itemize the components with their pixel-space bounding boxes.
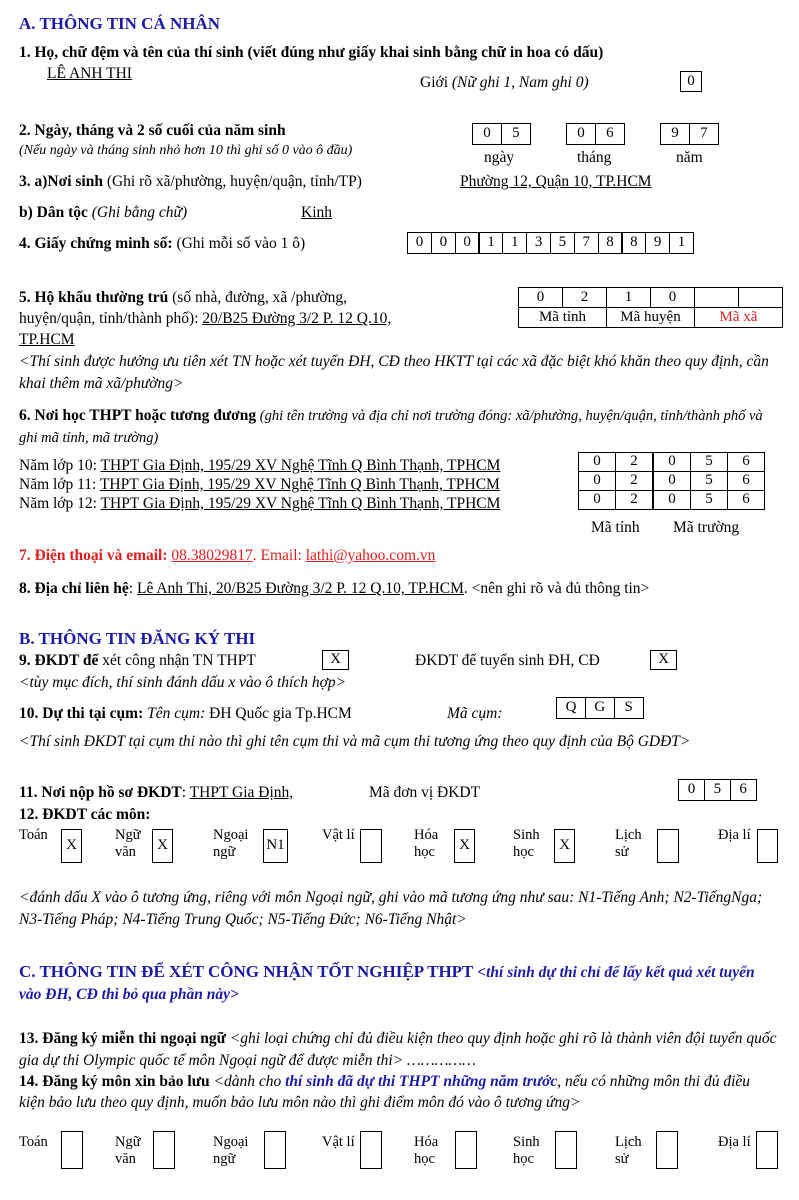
application-place-value[interactable]: THPT Gia Định, <box>189 784 294 801</box>
graduation-checkbox[interactable]: X <box>322 650 349 670</box>
reserve-box-foreign-language[interactable] <box>264 1131 286 1169</box>
id-digit[interactable]: 7 <box>574 232 599 254</box>
school-code-label: Mã trường <box>673 519 740 536</box>
school-code-cell[interactable]: 0 <box>579 453 616 472</box>
q11-code-label: Mã đơn vị ĐKDT <box>369 784 481 801</box>
ward-code-digit[interactable] <box>695 288 739 308</box>
q6-heading: 6. Nơi học THPT hoặc tương đương (ghi tên trường và địa chỉ nơi trường đóng: xã/phường, huyện/quận, tỉnh/thành phố và ghi mã tỉnh, mã trường) <box>19 407 763 446</box>
q9-row: 9. ĐKDT để xét công nhận TN THPT <box>19 652 256 669</box>
reserve-label-chemistry: Hóa học <box>414 1134 439 1167</box>
phone-value[interactable]: 08.38029817 <box>171 547 253 564</box>
subject-label-foreign-language: Ngoại ngữ <box>213 827 249 860</box>
q2-hint: (Nếu ngày và tháng sinh nhỏ hơn 10 thì ghi số 0 vào ô đầu) <box>19 143 353 158</box>
school-10-value[interactable]: THPT Gia Định, 195/29 XV Nghệ Tĩnh Q Bình Thạnh, TPHCM <box>100 457 501 474</box>
subject-label-physics: Vật lí <box>322 827 355 843</box>
ethnicity-value[interactable]: Kinh <box>301 204 332 221</box>
school-code-cell[interactable]: 0 <box>579 491 616 510</box>
subject-label-literature: Ngữ văn <box>115 827 141 860</box>
unit-code-boxes[interactable] <box>678 779 757 801</box>
reserve-label-history: Lịch sử <box>615 1134 642 1167</box>
q6-row-12: Năm lớp 12: THPT Gia Định, 195/29 XV Nghệ Tĩnh Q Bình Thạnh, TPHCM <box>19 495 501 512</box>
ward-code-label: Mã xã <box>695 308 783 328</box>
school-code-cell[interactable]: 0 <box>653 472 691 491</box>
id-digit[interactable]: 5 <box>550 232 575 254</box>
q14-row: 14. Đăng ký môn xin bảo lưu <dành cho thí sinh đã dự thi THPT những năm trước, nếu có những môn thi đủ điều kiện bảo lưu theo quy định, muốn bảo lưu môn nào thì ghi điểm môn đó vào ô tương ứng> <box>19 1073 751 1111</box>
reserve-label-geography: Địa lí <box>718 1134 751 1150</box>
residence-code-table <box>518 287 783 328</box>
id-digit[interactable]: 0 <box>407 232 432 254</box>
subject-box-math[interactable]: X <box>61 829 82 863</box>
id-digit[interactable]: 3 <box>526 232 551 254</box>
id-digit[interactable]: 0 <box>455 232 480 254</box>
dob-day-boxes[interactable] <box>472 123 531 145</box>
reserve-box-chemistry[interactable] <box>455 1131 477 1169</box>
district-code-digit[interactable]: 0 <box>651 288 695 308</box>
reserve-label-physics: Vật lí <box>322 1134 355 1150</box>
reserve-box-biology[interactable] <box>555 1131 577 1169</box>
admission-checkbox[interactable]: X <box>650 650 677 670</box>
reserve-label-literature: Ngữ văn <box>115 1134 141 1167</box>
unit-code-cell[interactable]: 6 <box>730 779 757 801</box>
residence-value[interactable]: 20/B25 Đường 3/2 P. 12 Q.10, <box>202 310 392 327</box>
q3a-row: 3. a)Nơi sinh (Ghi rõ xã/phường, huyện/quận, tỉnh/TP) <box>19 173 362 190</box>
school-code-cell[interactable]: 5 <box>691 472 728 491</box>
school-11-value[interactable]: THPT Gia Định, 195/29 XV Nghệ Tĩnh Q Bình Thạnh, TPHCM <box>99 476 500 493</box>
dob-month-digit[interactable]: 0 <box>566 123 596 145</box>
subject-box-literature[interactable]: X <box>152 829 173 863</box>
id-digit[interactable]: 1 <box>478 232 503 254</box>
subject-label-geography: Địa lí <box>718 827 751 843</box>
residence-value-cont[interactable]: TP.HCM <box>19 331 75 348</box>
q13-row: 13. Đăng ký miễn thi ngoại ngữ <ghi loại chứng chỉ đủ điều kiện theo quy định hoặc ghi rõ là thành viên đội tuyển quốc gia dự thi Olympic quốc tế môn Ngoại ngữ để được miễn thi> …………… <box>19 1030 777 1069</box>
id-digit[interactable]: 1 <box>669 232 694 254</box>
unit-code-cell[interactable]: 0 <box>678 779 705 801</box>
reserve-box-history[interactable] <box>656 1131 678 1169</box>
section-b-heading: B. THÔNG TIN ĐĂNG KÝ THI <box>19 629 256 648</box>
q10-row: 10. Dự thi tại cụm: Tên cụm: ĐH Quốc gia Tp.HCM <box>19 705 352 722</box>
subject-label-biology: Sinh học <box>513 827 540 860</box>
dob-year-digit[interactable]: 9 <box>660 123 690 145</box>
ward-code-digit[interactable] <box>739 288 783 308</box>
q12-label: 12. ĐKDT các môn: <box>19 806 151 823</box>
school-province-code-label: Mã tỉnh <box>591 519 640 536</box>
school-code-cell[interactable]: 0 <box>579 472 616 491</box>
cluster-code-cell[interactable]: G <box>585 697 615 719</box>
dob-month-label: tháng <box>577 149 612 166</box>
q11-row: 11. Nơi nộp hồ sơ ĐKDT: THPT Gia Định, <box>19 784 294 801</box>
id-digit[interactable]: 9 <box>645 232 670 254</box>
school-code-cell[interactable]: 6 <box>728 472 765 491</box>
dob-month-digit[interactable]: 6 <box>595 123 625 145</box>
q8-row: 8. Địa chỉ liên hệ: Lê Anh Thi, 20/B25 Đường 3/2 P. 12 Q.10, TP.HCM. <nên ghi rõ và đủ thông tin> <box>19 580 650 597</box>
q10-note: <Thí sinh ĐKDT tại cụm thi nào thì ghi tên cụm thi và mã cụm thi tương ứng theo quy định của Bộ GDĐT> <box>19 733 691 750</box>
section-c-heading: C. THÔNG TIN ĐỂ XÉT CÔNG NHẬN TỐT NGHIỆP THPT <thí sinh dự thi chỉ để lấy kết quả xét tuyển vào ĐH, CĐ thì bỏ qua phần này> <box>19 962 755 1003</box>
school-code-cell[interactable]: 6 <box>728 491 765 510</box>
district-code-label: Mã huyện <box>607 308 695 328</box>
dob-year-digit[interactable]: 7 <box>689 123 719 145</box>
subject-box-geography[interactable] <box>757 829 778 863</box>
subject-box-history[interactable] <box>657 829 679 863</box>
id-number-boxes[interactable] <box>407 232 694 254</box>
subject-box-biology[interactable]: X <box>554 829 575 863</box>
school-code-cell[interactable]: 6 <box>728 453 765 472</box>
id-digit[interactable]: 0 <box>431 232 456 254</box>
dob-month-boxes[interactable] <box>566 123 625 145</box>
cluster-code-cell[interactable]: Q <box>556 697 586 719</box>
school-12-value[interactable]: THPT Gia Định, 195/29 XV Nghệ Tĩnh Q Bình Thạnh, TPHCM <box>100 495 501 512</box>
dob-year-label: năm <box>676 149 703 166</box>
reserve-box-geography[interactable] <box>756 1131 778 1169</box>
id-digit[interactable]: 8 <box>598 232 623 254</box>
q1-label: 1. Họ, chữ đệm và tên của thí sinh (viết đúng như giấy khai sinh bằng chữ in hoa có dấu) <box>19 44 604 61</box>
school-code-cell[interactable]: 5 <box>691 491 728 510</box>
school-code-cell[interactable]: 2 <box>616 491 654 510</box>
subject-label-math: Toán <box>19 827 48 843</box>
q9-note: <tùy mục đích, thí sinh đánh dấu x vào ô thích hợp> <box>19 674 347 691</box>
gender-box[interactable]: 0 <box>680 71 702 92</box>
school-code-table <box>578 452 765 510</box>
subject-label-history: Lịch sử <box>615 827 642 860</box>
reserve-box-math[interactable] <box>61 1131 83 1169</box>
reserve-label-foreign-language: Ngoại ngữ <box>213 1134 249 1167</box>
contact-address-value[interactable]: Lê Anh Thi, 20/B25 Đường 3/2 P. 12 Q.10, TP.HCM <box>136 580 464 597</box>
reserve-box-literature[interactable] <box>153 1131 175 1169</box>
school-code-cell[interactable]: 0 <box>653 453 691 472</box>
school-code-cell[interactable]: 2 <box>616 453 654 472</box>
q5-row1: 5. Hộ khẩu thường trú (số nhà, đường, xã /phường, <box>19 289 347 306</box>
q9-admission-label: ĐKDT để tuyển sinh ĐH, CĐ <box>415 652 600 669</box>
q10-code-label: Mã cụm: <box>447 705 503 722</box>
province-code-digit[interactable]: 2 <box>563 288 607 308</box>
q6-row-11: Năm lớp 11: THPT Gia Định, 195/29 XV Nghệ Tĩnh Q Bình Thạnh, TPHCM <box>19 476 500 493</box>
school-code-cell[interactable]: 0 <box>653 491 691 510</box>
gender-label: Giới (Nữ ghi 1, Nam ghi 0) <box>420 74 589 91</box>
dob-day-label: ngày <box>484 149 515 166</box>
birthplace-value[interactable]: Phường 12, Quận 10, TP.HCM <box>460 173 652 190</box>
subject-box-chemistry[interactable]: X <box>454 829 475 863</box>
section-a-heading: A. THÔNG TIN CÁ NHÂN <box>19 14 221 33</box>
q6-row-10: Năm lớp 10: THPT Gia Định, 195/29 XV Nghệ Tĩnh Q Bình Thạnh, TPHCM <box>19 457 501 474</box>
q3b-row: b) Dân tộc (Ghi bằng chữ) <box>19 204 188 221</box>
cluster-code-boxes[interactable] <box>556 697 644 719</box>
school-code-cell[interactable]: 2 <box>616 472 654 491</box>
subject-box-foreign-language[interactable]: N1 <box>263 829 288 863</box>
subject-box-physics[interactable] <box>360 829 382 863</box>
reserve-label-math: Toán <box>19 1134 48 1150</box>
id-digit[interactable]: 1 <box>502 232 527 254</box>
dob-day-digit[interactable]: 5 <box>501 123 531 145</box>
email-value[interactable]: lathi@yahoo.com.vn <box>305 547 436 564</box>
province-code-label: Mã tỉnh <box>519 308 607 328</box>
q12-note: <đánh dấu X vào ô tương ứng, riêng với môn Ngoại ngữ, ghi vào mã tương ứng như sau: N1-Tiếng Anh; N2-TiếngNga; N3-Tiếng Pháp; N4-Tiếng Trung Quốc; N5-Tiếng Đức; N6-Tiếng Nhật> <box>19 889 763 928</box>
dob-year-boxes[interactable] <box>660 123 719 145</box>
dob-day-digit[interactable]: 0 <box>472 123 502 145</box>
q5-row2: huyện/quận, tỉnh/thành phố): 20/B25 Đường 3/2 P. 12 Q.10, <box>19 310 392 327</box>
q7-row: 7. Điện thoại và email: 08.38029817. Email: lathi@yahoo.com.vn <box>19 547 436 564</box>
reserve-label-biology: Sinh học <box>513 1134 540 1167</box>
province-code-digit[interactable]: 0 <box>519 288 563 308</box>
district-code-digit[interactable]: 1 <box>607 288 651 308</box>
q4-row: 4. Giấy chứng minh số: (Ghi mỗi số vào 1 ô) <box>19 235 306 252</box>
full-name-value[interactable]: LÊ ANH THI <box>47 65 132 82</box>
reserve-box-physics[interactable] <box>360 1131 382 1169</box>
school-code-cell[interactable]: 5 <box>691 453 728 472</box>
subject-label-chemistry: Hóa học <box>414 827 439 860</box>
cluster-code-cell[interactable]: S <box>614 697 644 719</box>
q5-note: <Thí sinh được hưởng ưu tiên xét TN hoặc xét tuyển ĐH, CĐ theo HKTT tại các xã đặc biệt khó khăn theo quy định, cần khai thêm mã xã/phường> <box>19 353 769 392</box>
q2-label: 2. Ngày, tháng và 2 số cuối của năm sinh <box>19 122 286 139</box>
id-digit[interactable]: 8 <box>621 232 646 254</box>
unit-code-cell[interactable]: 5 <box>704 779 731 801</box>
